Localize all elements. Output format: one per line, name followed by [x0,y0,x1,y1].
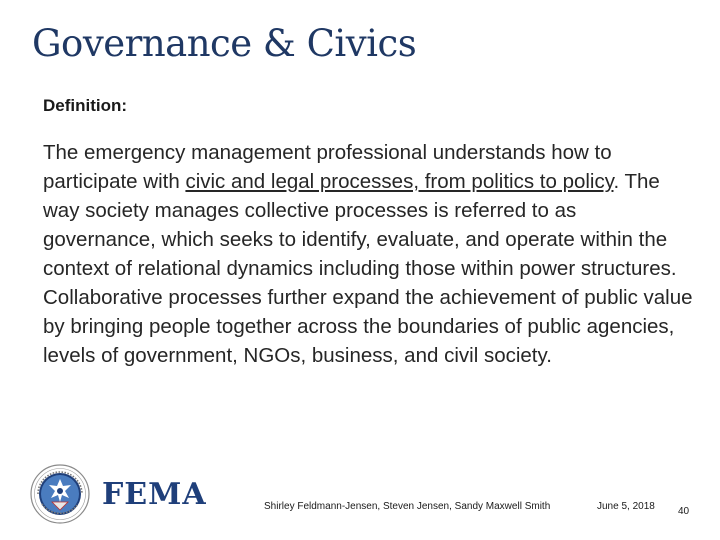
footer-authors: Shirley Feldmann-Jensen, Steven Jensen, Sandy Maxwell Smith [264,501,551,512]
definition-body [43,138,693,370]
definition-text-part-2: . The way society manages collective processes is referred to as governance, which seeks to identify, evaluate, and operate within the context of relational dynamics including those within power structures. Collaborative processes further expand the achievement of public value by bringing people together across the boundaries of public agencies, levels of government, NGOs, business, and civil society. [43,170,693,367]
fema-wordmark: FEMA [102,476,207,512]
footer-date: June 5, 2018 [597,501,655,512]
definition-text-part-1: The emergency management professional understands how to participate with [43,141,612,193]
definition-underlined-phrase: civic and legal processes, from politics to policy [185,170,614,193]
page-number: 40 [678,506,690,517]
slide-title: Governance & Civics [32,22,417,65]
dhs-seal-icon [30,464,90,524]
definition-label: Definition: [43,96,128,115]
fema-logo [30,464,207,524]
